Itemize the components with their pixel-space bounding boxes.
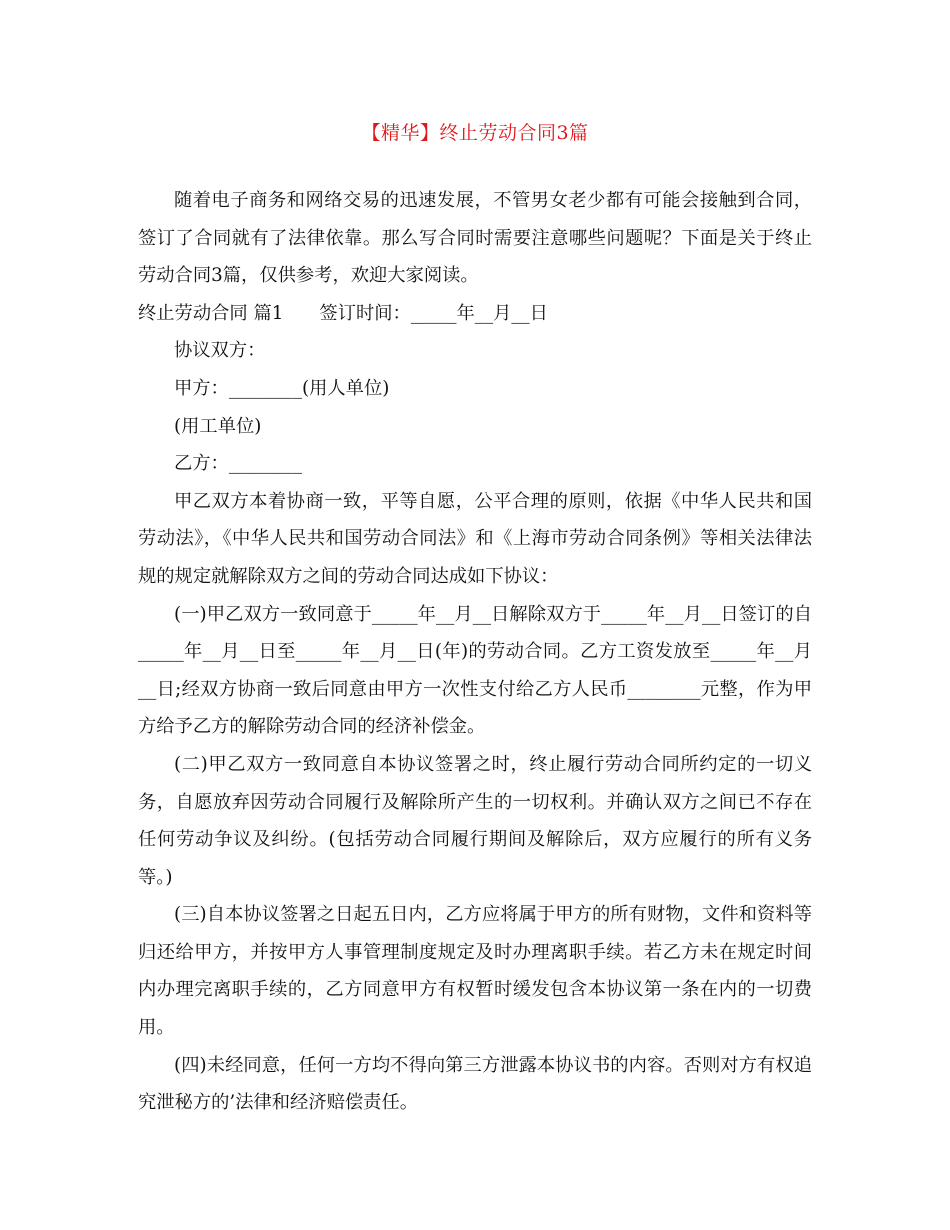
intro-paragraph: 随着电子商务和网络交易的迅速发展，不管男女老少都有可能会接触到合同，签订了合同就有了法律依靠。那么写合同时需要注意哪些问题呢？下面是关于终止劳动合同3篇，仅供参考，欢迎大家阅读。	[138, 190, 812, 287]
party-b: 乙方：________	[174, 453, 302, 475]
article-heading: 终止劳动合同 篇1	[138, 302, 284, 324]
preamble-paragraph: 甲乙双方本着协商一致，平等自愿，公平合理的原则，依据《中华人民共和国劳动法》，《中华人民共和国劳动合同法》和《上海市劳动合同条例》等相关法律法规的规定就解除双方之间的劳动合同达成如下协议：	[138, 490, 812, 587]
clause-4: (四)未经同意，任何一方均不得向第三方泄露本协议书的内容。否则对方有权追究泄秘方的’法律和经济赔偿责任。	[138, 1054, 812, 1114]
article-heading-line	[138, 295, 812, 333]
clause-1: (一)甲乙双方一致同意于_____年__月__日解除双方于_____年__月__日签订的自_____年__月__日至_____年__月__日(年)的劳动合同。乙方工资发放至_____年__月__日;经双方协商一致后同意由甲方一次性支付给乙方人民币________元整，作为甲方给予乙方的解除劳动合同的经济补偿金。	[138, 603, 812, 738]
clause-2: (二)甲乙双方一致同意自本协议签署之时，终止履行劳动合同所约定的一切义务，自愿放弃因劳动合同履行及解除所产生的一切权利。并确认双方之间已不存在任何劳动争议及纠纷。(包括劳动合同履行期间及解除后，双方应履行的所有义务等。)	[138, 753, 812, 888]
clause-3: (三)自本协议签署之日起五日内，乙方应将属于甲方的所有财物，文件和资料等归还给甲方，并按甲方人事管理制度规定及时办理离职手续。若乙方未在规定时间内办理完离职手续的，乙方同意甲方有权暂时缓发包含本协议第一条在内的一切费用。	[138, 904, 812, 1039]
document-page	[138, 118, 812, 1122]
sign-time: 签订时间：_____年__月__日	[319, 302, 548, 324]
party-a: 甲方：________(用人单位)	[174, 377, 390, 399]
employer-unit: (用工单位)	[174, 415, 262, 437]
parties-label: 协议双方：	[174, 340, 266, 362]
document-title: 【精华】终止劳动合同3篇	[361, 122, 589, 144]
